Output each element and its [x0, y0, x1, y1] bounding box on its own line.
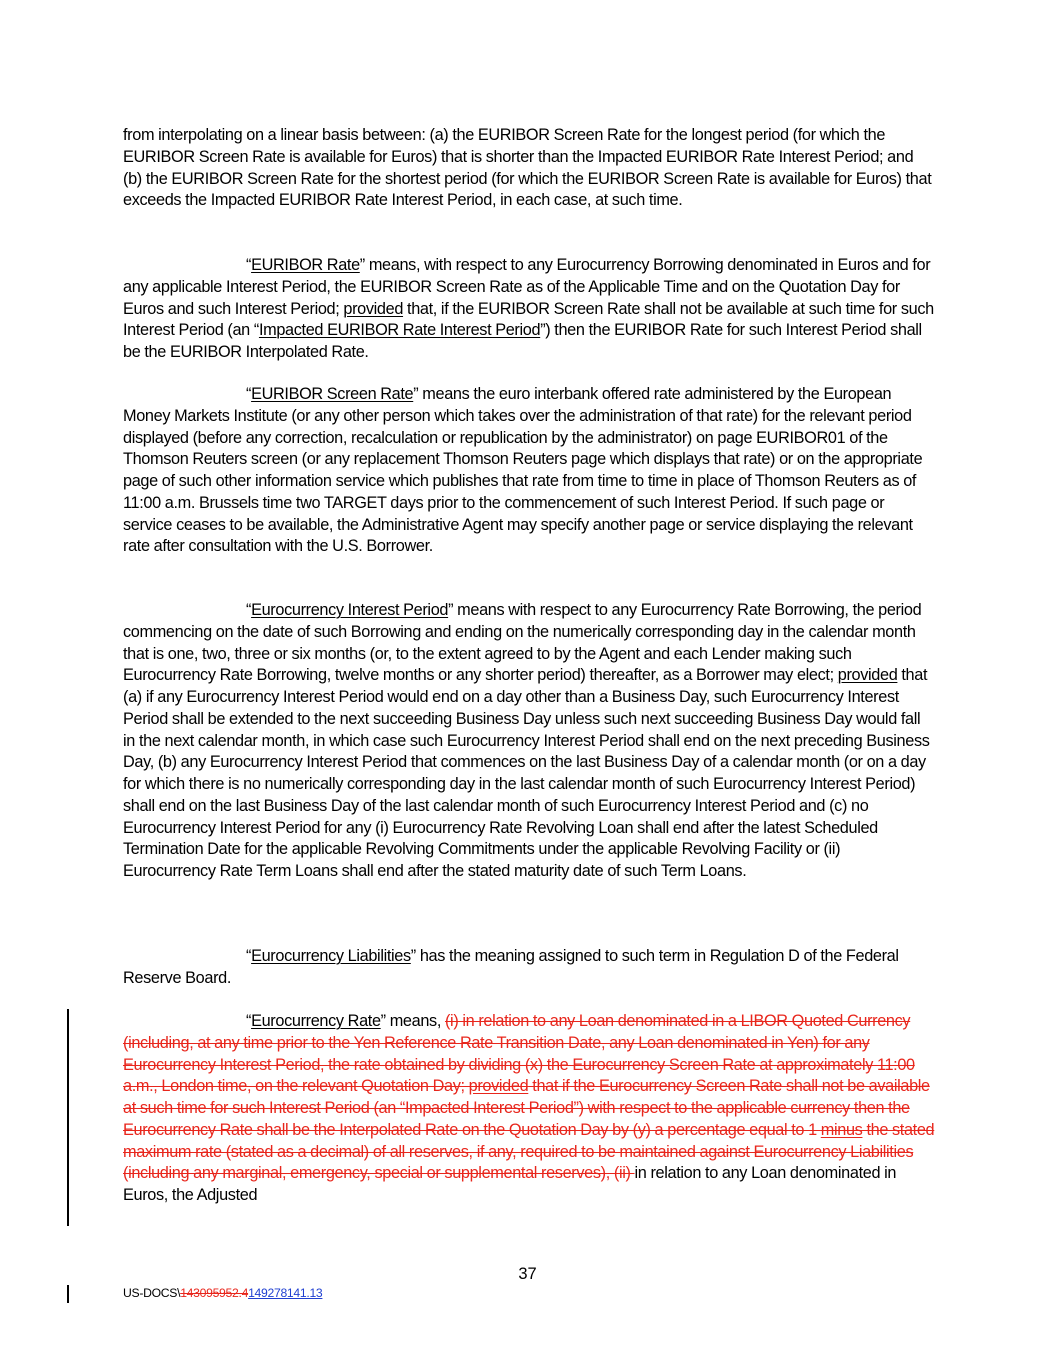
deleted-text: the stated maximum rate (stated as a decimal) of all reserves, if any, required to be maintained against Eurocurrency Liabilities (including any marginal, emergency, special or supplemental reserves), (ii) [123, 1120, 935, 1183]
page-number: 37 [518, 1265, 537, 1283]
deleted-text: that if the Eurocurrency Screen Rate shall not be available at such time for such Interest Period (an “Impacted Interest Period”) with respect to the applicable currency then the Eurocurrency Rate shall be the Interpolated Rate on the Quotation Day by (y) a percentage equal to 1 [123, 1077, 930, 1139]
defined-term: Eurocurrency Liabilities [251, 947, 411, 965]
document-id [123, 1285, 322, 1301]
defined-term: EURIBOR Rate [251, 256, 360, 274]
revision-change-bar [67, 1009, 69, 1226]
definition-euribor-screen-rate: “EURIBOR Screen Rate” means the euro interbank offered rate administered by the European Money Markets Institute (or any other person which takes over the administration of that rate) for the relevant period displayed (before any correction, recalculation or republication by the administrator) on page EURIBOR01 of the Thomson Reuters screen (or any replacement Thomson Reuters page which displays that rate) or on the appropriate page of such other information service which publishes that rate from time to time in place of Thomson Reuters as of 11:00 a.m. Brussels time two TARGET days prior to the commencement of such Interest Period. If such page or service ceases to be available, the Administrative Agent may specify another page or service displaying the relevant rate after consultation with the U.S. Borrower. [123, 385, 923, 556]
doc-id-prefix: US-DOCS\ [123, 1286, 181, 1300]
paragraph-interpolation-continuation [123, 125, 935, 212]
definition-eurocurrency-rate: “Eurocurrency Rate” means, (i) in relation to any Loan denominated in a LIBOR Quoted Currency (including, at any time prior to the Yen Reference Rate Transition Date, any Loan denominated in Yen) for any Eurocurrency Interest Period, the rate obtained by dividing (x) the Eurocurrency Screen Rate at approximately 11:00 a.m., London time, on the relevant Quotation Day; provided that if the Eurocurrency Screen Rate shall not be available at such time for such Interest Period (an “Impacted Interest Period”) with respect to the applicable currency then the Eurocurrency Rate shall be the Interpolated Rate on the Quotation Day by (y) a percentage equal to 1 minus the stated maximum rate (stated as a decimal) of all reserves, if any, required to be maintained against Eurocurrency Liabilities (including any marginal, emergency, special or supplemental reserves), (ii) in relation to any Loan denominated in Euros, the Adjusted [123, 1012, 935, 1204]
definition-euribor-rate: “EURIBOR Rate” means, with respect to any Eurocurrency Borrowing denominated in Euros and for any applicable Interest Period, the EURIBOR Screen Rate as of the Applicable Time and on the Quotation Day for Euros and such Interest Period; provided that, if the EURIBOR Screen Rate shall not be available at such time for such Interest Period (an “Impacted EURIBOR Rate Interest Period”) then the EURIBOR Rate for such Interest Period shall be the EURIBOR Interpolated Rate. [123, 256, 934, 361]
defined-term: Impacted EURIBOR Rate Interest Period [258, 321, 541, 340]
defined-term: EURIBOR Screen Rate [251, 385, 414, 403]
footer-change-bar [67, 1285, 69, 1303]
defined-term: Eurocurrency Interest Period [251, 601, 449, 619]
deleted-provided-term: provided [468, 1077, 529, 1096]
doc-id-deleted: 143095952.4 [180, 1286, 249, 1300]
defined-term: Eurocurrency Rate [251, 1012, 381, 1030]
provided-term: provided [343, 299, 404, 318]
doc-id-inserted: 149278141.13 [248, 1286, 323, 1300]
definition-eurocurrency-liabilities: “Eurocurrency Liabilities” has the meaning assigned to such term in Regulation D of the Federal Reserve Board. [123, 947, 899, 987]
deleted-minus-term: minus [820, 1120, 863, 1139]
deleted-text: (i) in relation to any Loan denominated in a LIBOR Quoted Currency (including, at any time prior to the Yen Reference Rate Transition Date, any Loan denominated in Yen) for any Eurocurrency Interest Period, the rate obtained by dividing (x) the Eurocurrency Screen Rate at approximately 11:00 a.m., London time, on the relevant Quotation Day; [123, 1012, 915, 1096]
provided-term: provided [837, 666, 898, 685]
paragraph-text: from interpolating on a linear basis between: (a) the EURIBOR Screen Rate for the longest period (for which the EURIBOR Screen Rate is available for Euros) that is shorter than the Impacted EURIBOR Rate Interest Period; and (b) the EURIBOR Screen Rate for the shortest period (for which the EURIBOR Screen Rate is available for Euros) that exceeds the Impacted EURIBOR Rate Interest Period, in each case, at such time. [123, 126, 932, 210]
definition-eurocurrency-interest-period: “Eurocurrency Interest Period” means with respect to any Eurocurrency Rate Borrowing, the period commencing on the date of such Borrowing and ending on the numerically corresponding day in the calendar month that is one, two, three or six months (or, to the extent agreed to by the Agent and each Lender making such Eurocurrency Rate Borrowing, twelve months or any shorter period) thereafter, as a Borrower may elect; provided that (a) if any Eurocurrency Interest Period would end on a day other than a Business Day, such Eurocurrency Interest Period shall be extended to the next succeeding Business Day unless such next succeeding Business Day would fall in the next calendar month, in which case such Eurocurrency Interest Period shall end on the next preceding Business Day, (b) any Eurocurrency Interest Period that commences on the last Business Day of a calendar month (or on a day for which there is no numerically corresponding day in the last calendar month of such Eurocurrency Interest Period) shall end on the last Business Day of the last calendar month of such Eurocurrency Interest Period and (c) no Eurocurrency Interest Period for any (i) Eurocurrency Rate Revolving Loan shall end after the latest Scheduled Termination Date for the applicable Revolving Commitments under the applicable Revolving Facility or (ii) Eurocurrency Rate Term Loans shall end after the stated maturity date of such Term Loans. [123, 601, 930, 880]
